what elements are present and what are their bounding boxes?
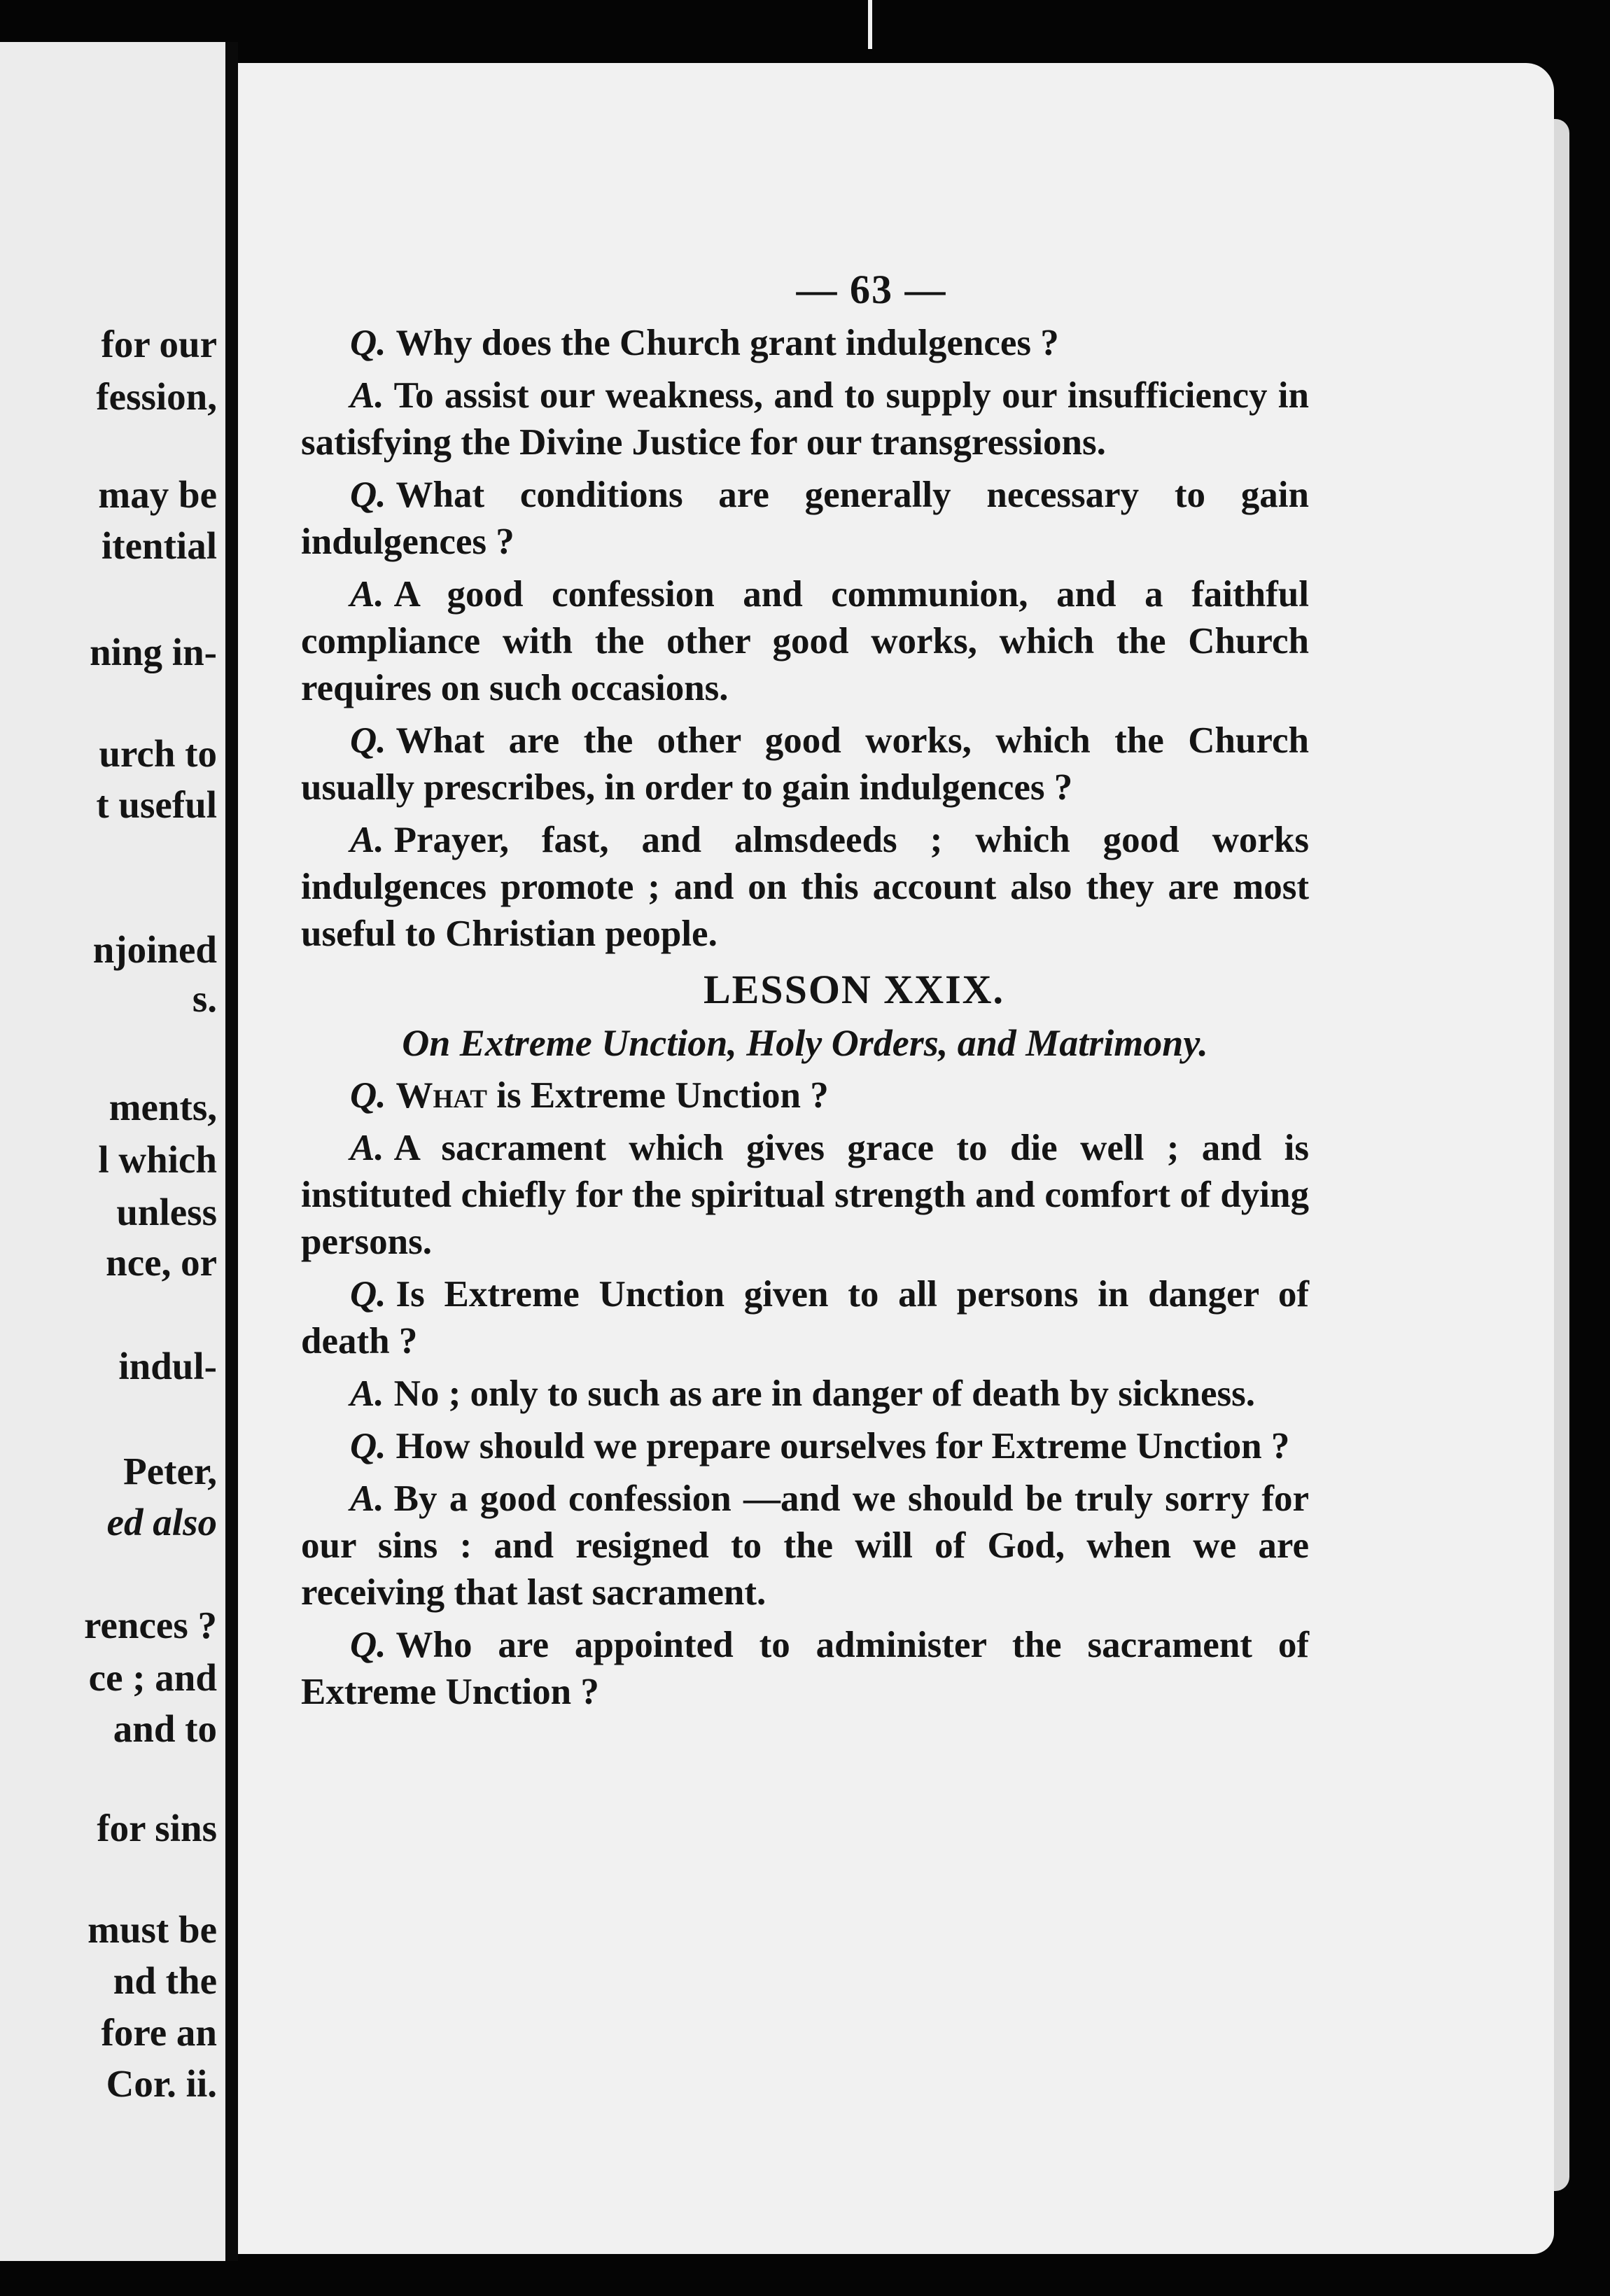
left-line: must be: [88, 1908, 217, 1951]
qa-paragraph: [301, 571, 1309, 712]
left-line: fore an: [101, 2011, 217, 2054]
qa-text: Is Extreme Unction given to all persons in danger of death ?: [301, 1274, 1309, 1362]
qa-label: A.: [350, 375, 384, 416]
qa-text: Prayer, fast, and almsdeeds ; which good works indulgences promote ; and on this account also they are most useful to Christian people.: [301, 820, 1309, 954]
qa-paragraph: [301, 1476, 1309, 1616]
qa-text: What conditions are generally necessary to gain indulgences ?: [301, 475, 1309, 562]
qa-paragraph: [301, 372, 1309, 466]
page-edge: [1554, 119, 1569, 2191]
qa-label: A.: [350, 574, 384, 615]
left-page: [0, 42, 225, 2261]
left-line: ning in-: [90, 631, 217, 673]
page-content: [301, 266, 1309, 1721]
left-line: for our: [101, 323, 217, 365]
qa-label: Q.: [350, 1075, 386, 1116]
page-number: — 63 —: [796, 267, 947, 312]
qa-text: To assist our weakness, and to supply our insufficiency in satisfying the Divine Justice for our transgressions.: [301, 375, 1309, 463]
left-line: rences ?: [84, 1604, 217, 1646]
left-line: nd the: [113, 1959, 217, 2002]
qa-paragraph: [301, 1072, 1309, 1119]
left-line: l which: [98, 1138, 217, 1181]
qa-label: A.: [350, 1128, 384, 1168]
qa-text: By a good confession —and we should be truly sorry for our sins : and resigned to the will of God, when we are receiving that last sacrament.: [301, 1478, 1309, 1613]
qa-text: Who are appointed to administer the sacrament of Extreme Unction ?: [301, 1625, 1309, 1712]
lesson-subheading: On Extreme Unction, Holy Orders, and Matrimony.: [402, 1022, 1208, 1064]
qa-text: Why does the Church grant indulgences ?: [396, 323, 1059, 363]
qa-label: Q.: [350, 475, 386, 515]
left-line: nce, or: [106, 1241, 217, 1284]
qa-paragraph: [301, 1371, 1309, 1418]
left-line: urch to: [99, 732, 217, 775]
left-line: ce ; and: [88, 1656, 217, 1699]
lesson-heading: LESSON XXIX.: [703, 967, 1005, 1012]
qa-paragraph: [301, 472, 1309, 566]
qa-paragraph: [301, 1423, 1309, 1470]
qa-label: Q.: [350, 1625, 386, 1665]
qa-label: Q.: [350, 1274, 386, 1315]
qa-label: Q.: [350, 1426, 386, 1466]
qa-label: Q.: [350, 323, 386, 363]
qa-label: A.: [350, 1478, 384, 1519]
page-mark: [868, 0, 872, 49]
left-line: Peter,: [123, 1450, 217, 1492]
qa-label: A.: [350, 820, 384, 860]
left-line: fession,: [96, 375, 217, 418]
left-line: unless: [116, 1191, 217, 1233]
qa-lead-word: What: [396, 1075, 487, 1116]
left-line: ed also: [106, 1501, 217, 1544]
qa-text: A good confession and communion, and a faithful compliance with the other good works, which the Church requires on such occasions.: [301, 574, 1309, 708]
left-line: and to: [113, 1707, 217, 1750]
qa-text: No ; only to such as are in danger of death by sickness.: [393, 1373, 1256, 1414]
qa-paragraph: [301, 1125, 1309, 1266]
left-line: Cor. ii.: [106, 2062, 217, 2105]
qa-paragraph: [301, 718, 1309, 811]
qa-text: is Extreme Unction ?: [496, 1075, 829, 1116]
qa-text: How should we prepare ourselves for Extreme Unction ?: [396, 1426, 1290, 1466]
left-line: may be: [98, 473, 217, 516]
qa-label: A.: [350, 1373, 384, 1414]
left-line: njoined: [92, 928, 217, 971]
qa-paragraph: [301, 1271, 1309, 1365]
left-line: t useful: [96, 783, 217, 826]
qa-label: Q.: [350, 720, 386, 761]
qa-paragraph: [301, 320, 1309, 367]
qa-text: What are the other good works, which the Church usually prescribes, in order to gain indulgences ?: [301, 720, 1309, 808]
left-line: indul-: [118, 1345, 217, 1387]
qa-text: A sacrament which gives grace to die well ; and is instituted chiefly for the spiritual strength and comfort of dying persons.: [301, 1128, 1309, 1262]
book-gutter: [225, 42, 238, 2261]
qa-paragraph: [301, 1622, 1309, 1716]
left-line: s.: [192, 977, 217, 1020]
left-line: for sins: [97, 1807, 217, 1849]
left-line: itential: [102, 524, 217, 567]
qa-paragraph: [301, 817, 1309, 958]
left-line: ments,: [108, 1086, 217, 1128]
